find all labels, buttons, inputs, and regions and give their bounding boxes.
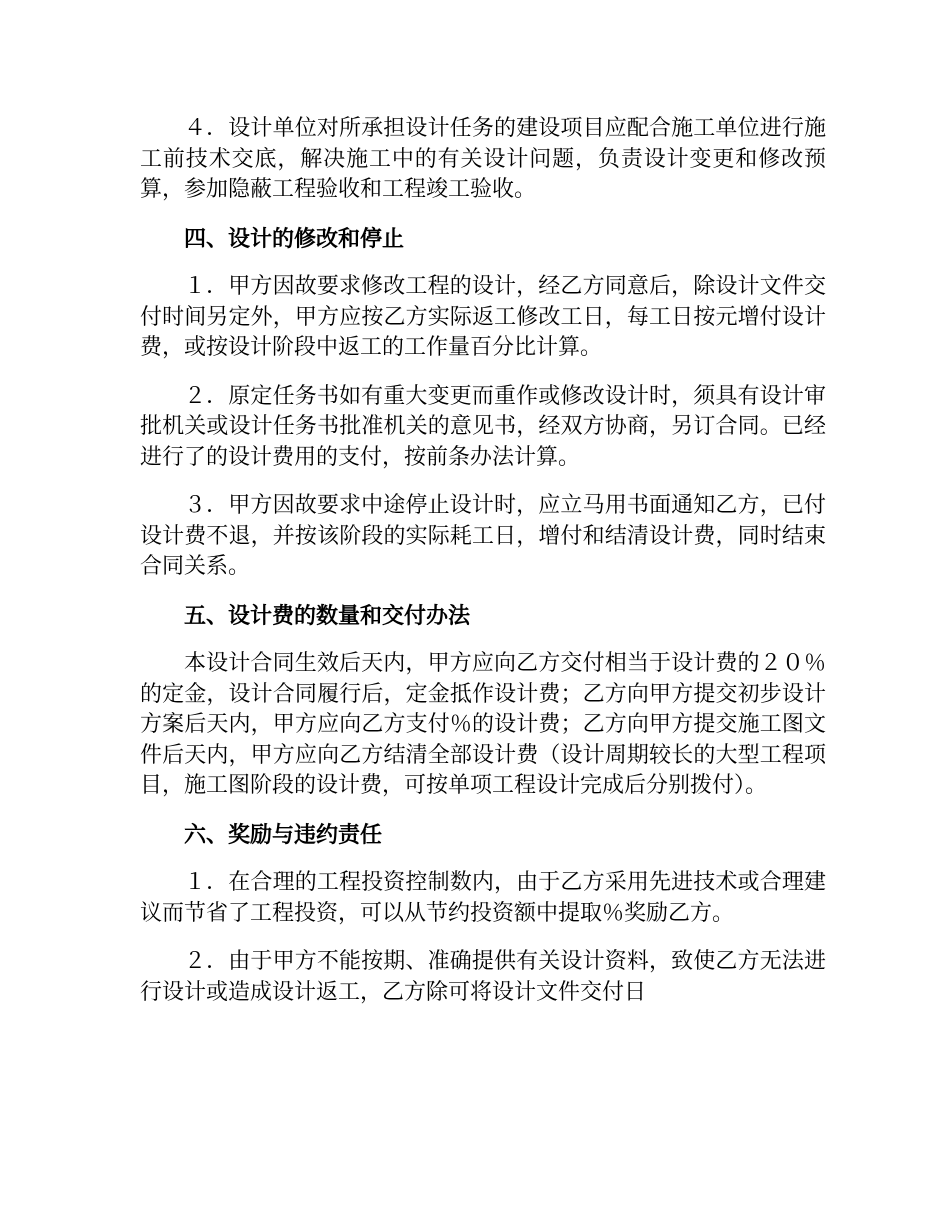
section-heading-5: 五、设计费的数量和交付办法 (184, 602, 471, 629)
document-page (140, 114, 826, 1026)
paragraph-modify-3: ３．甲方因故要求中途停止设计时，应立马用书面通知乙方，已付设计费不退，并按该阶段的实际耗工日，增付和结清设计费，同时结束合同关系。 (140, 493, 826, 579)
paragraph-reward-1: １．在合理的工程投资控制数内，由于乙方采用先进技术或合理建议而节省了工程投资，可以从节约投资额中提取％奖励乙方。 (140, 870, 826, 926)
paragraph-modify-1: １．甲方因故要求修改工程的设计，经乙方同意后，除设计文件交付时间另定外，甲方应按乙方实际返工修改工日，每工日按元增付设计费，或按设计阶段中返工的工作量百分比计算。 (140, 274, 826, 360)
paragraph-clause-4: ４．设计单位对所承担设计任务的建设项目应配合施工单位进行施工前技术交底，解决施工中的有关设计问题，负责设计变更和修改预算，参加隐蔽工程验收和工程竣工验收。 (140, 116, 826, 202)
paragraph-fee-payment: 本设计合同生效后天内，甲方应向乙方交付相当于设计费的２０％的定金，设计合同履行后，定金抵作设计费；乙方向甲方提交初步设计方案后天内，甲方应向乙方支付％的设计费；乙方向甲方提交施工图文件后天内，甲方应向乙方结清全部设计费（设计周期较长的大型工程项目，施工图阶段的设计费，可按单项工程设计完成后分别拨付）。 (140, 651, 826, 798)
section-heading-4: 四、设计的修改和停止 (184, 225, 405, 252)
section-heading-6: 六、奖励与违约责任 (184, 821, 383, 848)
paragraph-modify-2: ２．原定任务书如有重大变更而重作或修改设计时，须具有设计审批机关或设计任务书批准机关的意见书，经双方协商，另订合同。已经进行了的设计费用的支付，按前条办法计算。 (140, 383, 826, 470)
paragraph-reward-2: ２．由于甲方不能按期、准确提供有关设计资料，致使乙方无法进行设计或造成设计返工，乙方除可将设计文件交付日 (140, 949, 826, 1005)
